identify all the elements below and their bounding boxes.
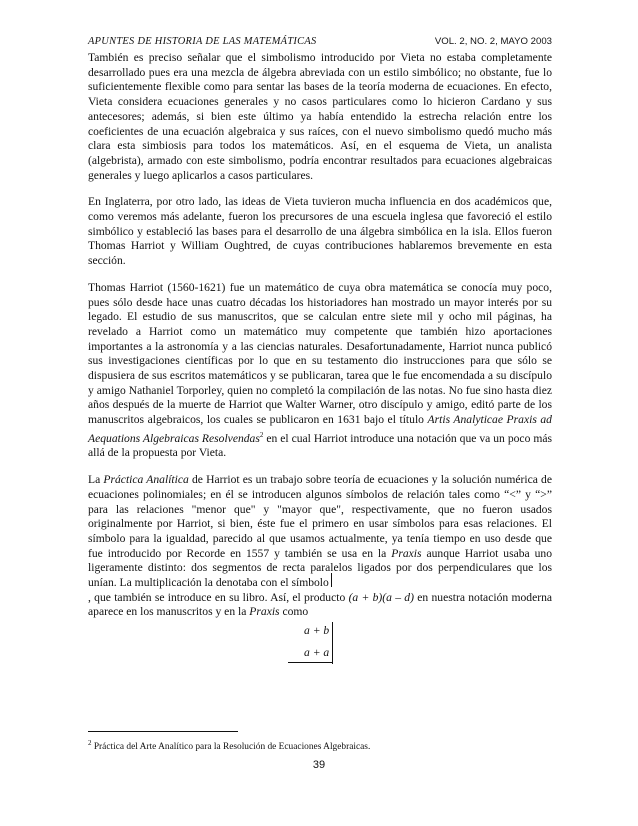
paragraph-4-text-d: , que también se introduce en su libro. Así, el producto bbox=[88, 590, 349, 604]
notation-horizontal-bar bbox=[288, 662, 333, 663]
paragraph-3-text-a: Thomas Harriot (1560-1621) fue un matemático de cuya obra matemática se conocía muy poco, pues sólo desde hace unas cuatro décadas los historiadores han mostrado un mayor interés por su legado. El estudio de sus manuscritos, que se calculan entre siete mil y ocho mil páginas, ha revelado a Harriot como un matemático muy competente que también hizo aportaciones importantes a la astronomía y a las ciencias naturales. Desafortunadamente, Harriot nunca publicó sus investigaciones científicas por lo que en su testamento dio instrucciones para que sólo se dispusiera de sus escritos matemáticos y se publicaran, tarea que le fue encomendada a su discípulo y amigo Nathaniel Torporley, quien no completó la compilación de las notas. No fue sino hasta diez años después de la muerte de Harriot que Walter Warner, otro discípulo y amigo, editó parte de los manuscritos algebraicos, los cuales se publicaron en 1631 bajo el título bbox=[88, 280, 552, 427]
footnote-divider bbox=[88, 731, 238, 732]
paragraph-1: También es preciso señalar que el simbolismo introducido por Vieta no estaba completamente desarrollado pues era una mezcla de álgebra abreviada con un estilo simbólico; no obstante, fue lo suficientemente flexible como para sentar las bases de la teoría moderna de ecuaciones. En efecto, Vieta considera ecuaciones generales y no casos particulares como lo hicieron Cardano y sus antecesores; además, si bien este último ya había entendido la estrecha relación entre los coeficientes de una ecuación algebraica y sus raíces, con el nuevo simbolismo quedó mucho más clara esta simbiosis para todos los matemáticos. Así, en el esquema de Vieta, un analista (algebrista), armado con este simbolismo, podría encontrar resultados para ecuaciones algebraicas generales y luego aplicarlos a casos particulares. bbox=[88, 51, 552, 182]
paragraph-4-text-e: en nuestra notación moderna aparece en los manuscritos y en la bbox=[88, 590, 553, 619]
paragraph-4-text-b: de Harriot es un trabajo sobre teoría de ecuaciones y la solución numérica de ecuaciones polinomiales; en él se introducen algunos símbolos de relación tales como “<” y “>” para las relaciones "menor que" y "mayor que", respectivamente, que no fueron usados originalmente por Harriot, si bien, éste fue el primero en usar símbolos para esas relaciones. El símbolo para la igualdad, parecido al que usamos actualmente, ya tenía tiempo en uso desde que fue introducido por Recorde en 1557 y también se usa en la bbox=[88, 473, 552, 560]
book-title: Artis Analyticae Praxis ad Aequations Algebraicas Resolvendas bbox=[88, 413, 552, 445]
praxis-ref-1: Praxis bbox=[391, 546, 422, 560]
paragraph-4-text-c: aunque Harriot usaba uno ligeramente distinto: dos segmentos de recta paralelos ligados por dos perpendiculares que los unían. La multiplicación la denotaba con el símbolo bbox=[88, 546, 552, 590]
paragraph-2: En Inglaterra, por otro lado, las ideas de Vieta tuvieron mucha influencia en dos académicos que, como veremos más adelante, fueron los precursores de una escuela inglesa que favoreció el estilo simbólico y estableció las bases para el desarrollo de una álgebra simbólica en la isla. Ellos fueron Thomas Harriot y William Oughtred, de cuyas contribuciones hablaremos brevemente en esta sección. bbox=[88, 195, 552, 268]
notation-vertical-bar bbox=[332, 622, 333, 664]
page-number: 39 bbox=[312, 759, 326, 771]
harriot-product-notation bbox=[88, 622, 552, 668]
footnote-mark[interactable]: 2 bbox=[259, 430, 264, 439]
paragraph-3 bbox=[88, 281, 552, 461]
page-body bbox=[88, 36, 552, 668]
volume-info: VOL. 2, NO. 2, MAYO 2003 bbox=[434, 36, 552, 47]
notation-bottom: a + a bbox=[304, 646, 330, 660]
paragraph-4 bbox=[88, 473, 552, 620]
paragraph-4-text-f: como bbox=[279, 605, 309, 619]
running-header bbox=[88, 36, 552, 47]
paragraph-3-text-b: en el cual Harriot introduce una notación que va un poco más allá de la propuesta por Vieta. bbox=[88, 431, 553, 460]
notation-top: a + b bbox=[304, 624, 330, 638]
paragraph-4-text-a: La bbox=[88, 473, 104, 487]
footnote bbox=[88, 739, 370, 752]
journal-title: APUNTES DE HISTORIA DE LAS MATEMÁTICAS bbox=[88, 36, 317, 47]
praxis-ref-2: Praxis bbox=[249, 605, 280, 619]
footnote-text: Práctica del Arte Analítico para la Resolución de Ecuaciones Algebraicas. bbox=[91, 742, 371, 753]
work-title: Práctica Analítica bbox=[103, 473, 189, 487]
footnote-number: 2 bbox=[88, 739, 92, 747]
product-expression: (a + b)(a – d) bbox=[348, 590, 414, 604]
